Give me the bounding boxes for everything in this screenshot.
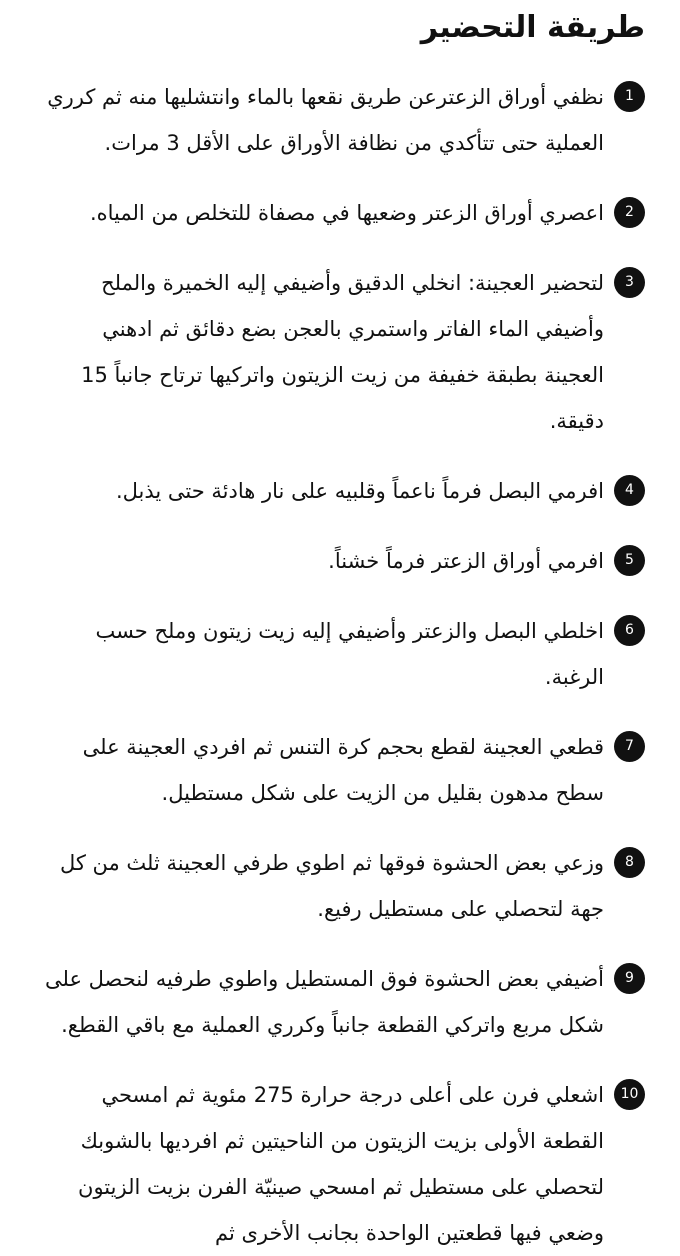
step-item xyxy=(36,608,645,700)
step-item xyxy=(36,190,645,236)
step-number-badge: 6 xyxy=(614,615,645,646)
step-text: اعصري أوراق الزعتر وضعيها في مصفاة للتخلص من المياه. xyxy=(89,201,604,225)
steps-list xyxy=(36,74,645,1256)
step-number-badge: 4 xyxy=(614,475,645,506)
step-number-badge: 1 xyxy=(614,81,645,112)
step-text: قطعي العجينة لقطع بحجم كرة التنس ثم افردي العجينة على سطح مدهون بقليل من الزيت على شكل مستطيل. xyxy=(82,735,604,805)
step-text: أضيفي بعض الحشوة فوق المستطيل واطوي طرفيه لنحصل على شكل مربع واتركي القطعة جانباً وكرري العملية مع باقي القطع. xyxy=(44,967,604,1037)
section-title: طريقة التحضير xyxy=(420,10,645,45)
step-item xyxy=(36,538,645,584)
step-item xyxy=(36,260,645,444)
step-item xyxy=(36,956,645,1048)
step-item xyxy=(36,840,645,932)
step-number-badge: 8 xyxy=(614,847,645,878)
step-text: لتحضير العجينة: انخلي الدقيق وأضيفي إليه الخميرة والملح وأضيفي الماء الفاتر واستمري بالعجن بضع دقائق ثم ادهني العجينة بطبقة خفيفة من زيت الزيتون واتركيها ترتاح جانباً 15 دقيقة. xyxy=(81,271,604,433)
step-text: نظفي أوراق الزعترعن طريق نقعها بالماء وانتشليها منه ثم كرري العملية حتى تتأكدي من نظافة الأوراق على الأقل 3 مرات. xyxy=(47,85,604,155)
step-text: وزعي بعض الحشوة فوقها ثم اطوي طرفي العجينة ثلث من كل جهة لتحصلي على مستطيل رفيع. xyxy=(59,851,604,921)
step-text: اشعلي فرن على أعلى درجة حرارة 275 مئوية ثم امسحي القطعة الأولى بزيت الزيتون من الناحيتين ثم افرديها بالشوبك لتحصلي على مستطيل ثم امسحي صينيّة الفرن بزيت الزيتون وضعي فيها قطعتين الواحدة بجانب الأخرى ثم xyxy=(78,1083,604,1245)
step-item xyxy=(36,468,645,514)
step-number-badge: 7 xyxy=(614,731,645,762)
step-number-badge: 3 xyxy=(614,267,645,298)
step-item xyxy=(36,74,645,166)
step-number-badge: 2 xyxy=(614,197,645,228)
step-item xyxy=(36,1072,645,1256)
step-number-badge: 10 xyxy=(614,1079,645,1110)
step-text: افرمي أوراق الزعتر فرماً خشناً. xyxy=(328,549,604,573)
step-item xyxy=(36,724,645,816)
step-text: اخلطي البصل والزعتر وأضيفي إليه زيت زيتون وملح حسب الرغبة. xyxy=(95,619,604,689)
step-number-badge: 9 xyxy=(614,963,645,994)
step-text: افرمي البصل فرماً ناعماً وقلبيه على نار هادئة حتى يذبل. xyxy=(115,479,604,503)
step-number-badge: 5 xyxy=(614,545,645,576)
